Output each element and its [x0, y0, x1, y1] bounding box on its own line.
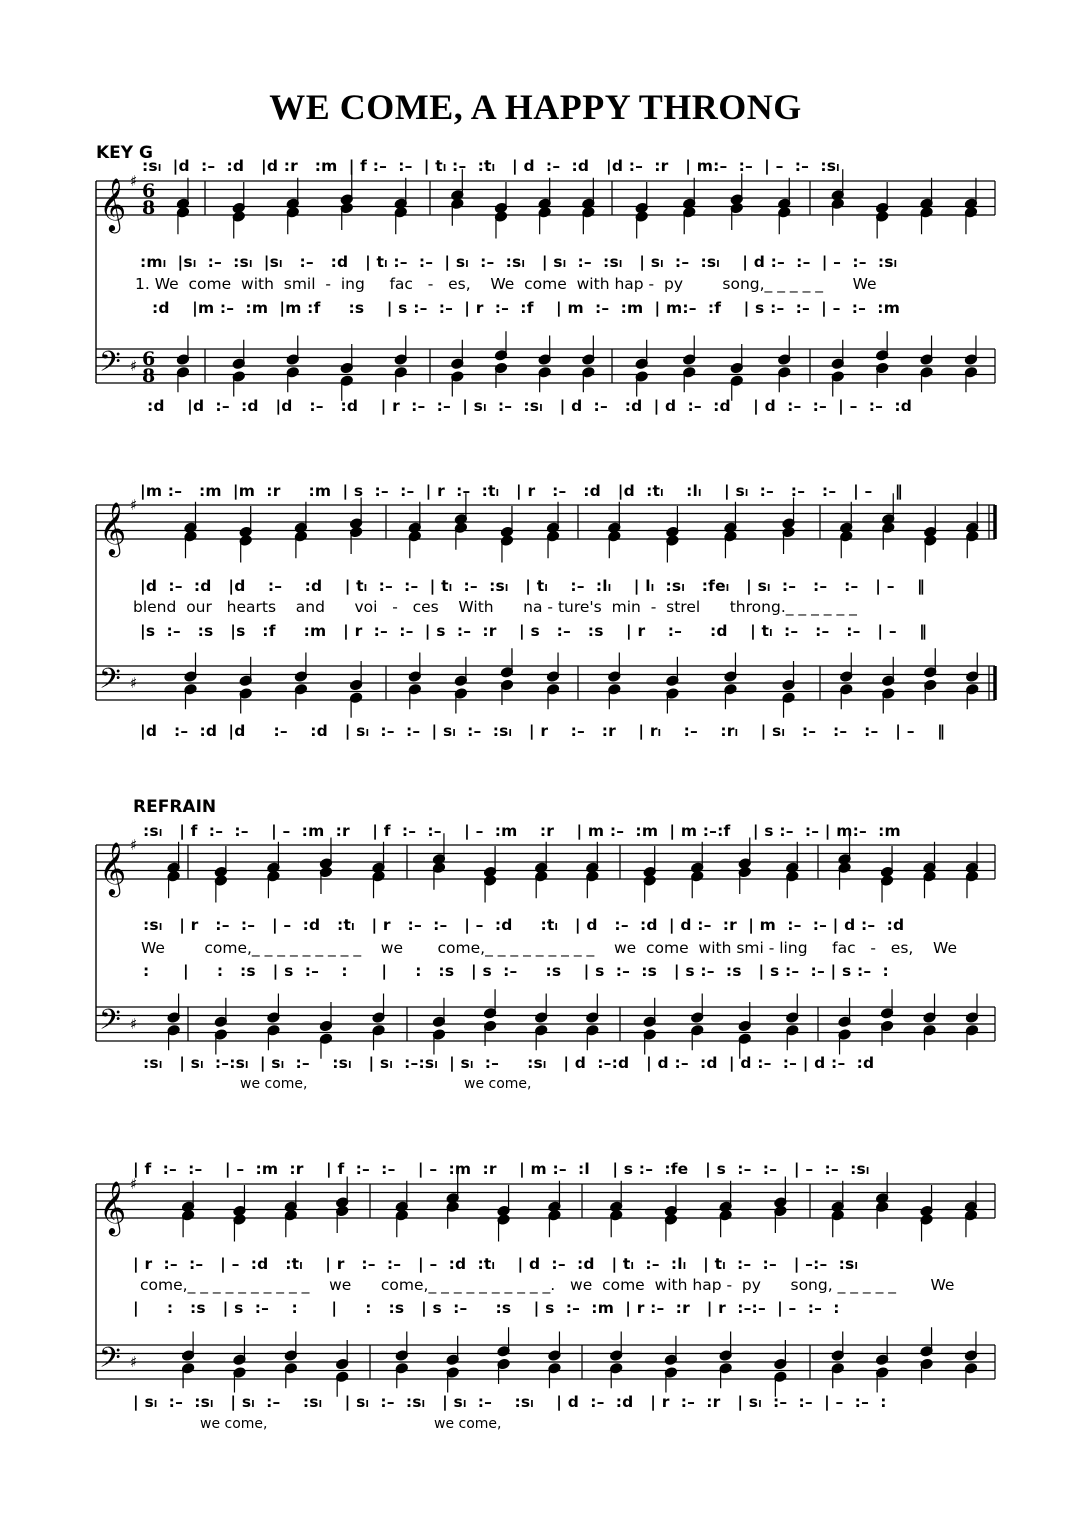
bass-words: we come,: [200, 1416, 268, 1432]
tenor-solfa: | : :s | s :– : | : :s | s :– :s | s :– :m | r :– :r | r :–:– | – :– :: [133, 1299, 840, 1317]
sharp-icon: ♯: [130, 357, 138, 375]
lyrics-line: come,_ _ _ _ _ _ _ _ _ _ we come,_ _ _ _ _ _ _ _ _ _. we come with hap - py song, _ _ _ _ _ We: [140, 1276, 955, 1294]
sharp-icon: ♯: [130, 172, 138, 190]
bass-words: we come,: [464, 1076, 532, 1092]
bass-clef: 𝄢: [99, 662, 121, 703]
bass-clef: 𝄢: [99, 1003, 121, 1044]
time-signature-bottom: 8: [142, 197, 156, 219]
soprano-solfa: :sₗ |d :– :d |d :r :m | f :– :– | tₗ :– :tₗ | d :– :d |d :– :r | m:– :– | – :– :sₗ: [142, 157, 840, 175]
lyrics-line: 1. We come with smil - ing fac - es, We come with hap - py song,_ _ _ _ _ We: [135, 275, 877, 293]
bass-words: we come,: [240, 1076, 308, 1092]
soprano-solfa: |m :– :m |m :r :m | s :– :– | r :– :tₗ | r :– :d |d :tₗ :lₗ | sₗ :– :– :– | – ‖: [140, 482, 903, 500]
bass-solfa: |d :– :d |d :– :d | sₗ :– :– | sₗ :– :sₗ | r :– :r | rₗ :– :rₗ | sₗ :– :– :– | – ‖: [140, 722, 946, 740]
sharp-icon: ♯: [130, 836, 138, 854]
sharp-icon: ♯: [130, 1015, 138, 1033]
sharp-icon: ♯: [130, 1175, 138, 1193]
sharp-icon: ♯: [130, 496, 138, 514]
time-signature-top: 6: [142, 180, 156, 202]
alto-solfa: :sₗ | r :– :– | – :d :tₗ | r :– :– | – :d :tₗ | d :– :d | d :– :r | m :– :– | d :– :d: [143, 916, 905, 934]
lyrics-line: We come,_ _ _ _ _ _ _ _ _ we come,_ _ _ _ _ _ _ _ _ we come with smi - ling fac - es, We: [141, 939, 957, 957]
treble-clef: 𝄞: [99, 841, 127, 895]
refrain-label: REFRAIN: [133, 797, 217, 817]
tenor-solfa: : | : :s | s :– : | : :s | s :– :s | s :– :s | s :– :s | s :– :– | s :– :: [143, 962, 889, 980]
soprano-solfa: | f :– :– | – :m :r | f :– :– | – :m :r | m :– :l | s :– :fe | s :– :– | – :– :sₗ: [133, 1160, 870, 1178]
alto-solfa: :mₗ |sₗ :– :sₗ |sₗ :– :d | tₗ :– :– | sₗ :– :sₗ | sₗ :– :sₗ | sₗ :– :sₗ | d :– :– | – :– :sₗ: [140, 253, 898, 271]
key-label: KEY G: [96, 143, 153, 163]
tenor-solfa: :d |m :– :m |m :f :s | s :– :– | r :– :f | m :– :m | m:– :f | s :– :– | – :– :m: [152, 299, 901, 317]
bass-words: we come,: [434, 1416, 502, 1432]
bass-solfa: | sₗ :– :sₗ | sₗ :– :sₗ | sₗ :– :sₗ | sₗ :– :sₗ | d :– :d | r :– :r | sₗ :– :– | – :– :: [133, 1393, 887, 1411]
treble-clef: 𝄞: [99, 501, 127, 555]
soprano-solfa: :sₗ | f :– :– | – :m :r | f :– :– | – :m :r | m :– :m | m :–:f | s :– :– | m:– :m: [143, 822, 901, 840]
bass-solfa: :sₗ | sₗ :–:sₗ | sₗ :– :sₗ | sₗ :–:sₗ | sₗ :– :sₗ | d :–:d | d :– :d | d :– :– | d :– :d: [143, 1054, 875, 1072]
bass-clef: 𝄢: [99, 1341, 121, 1382]
tenor-solfa: |s :– :s |s :f :m | r :– :– | s :– :r | s :– :s | r :– :d | tₗ :– :– :– | – ‖: [140, 622, 928, 640]
time-signature-top: 6: [142, 348, 156, 370]
bass-solfa: :d |d :– :d |d :– :d | r :– :– | sₗ :– :sₗ | d :– :d | d :– :d | d :– :– | – :– :d: [147, 397, 913, 415]
treble-clef: 𝄞: [99, 1180, 127, 1234]
alto-solfa: | r :– :– | – :d :tₗ | r :– :– | – :d :tₗ | d :– :d | tₗ :– :lₗ | tₗ :– :– | –:– :sₗ: [133, 1255, 859, 1273]
song-title: WE COME, A HAPPY THRONG: [269, 87, 802, 127]
sharp-icon: ♯: [130, 674, 138, 692]
bass-clef: 𝄢: [99, 345, 121, 386]
lyrics-line: blend our hearts and voi - ces With na - ture's min - strel throng._ _ _ _ _ _: [133, 598, 857, 616]
alto-solfa: |d :– :d |d :– :d | tₗ :– :– | tₗ :– :sₗ | tₗ :– :lₗ | lₗ :sₗ :feₗ | sₗ :– :– :– | – ‖: [140, 577, 926, 595]
treble-clef: 𝄞: [99, 177, 127, 231]
time-signature-bottom: 8: [142, 365, 156, 387]
sharp-icon: ♯: [130, 1353, 138, 1371]
